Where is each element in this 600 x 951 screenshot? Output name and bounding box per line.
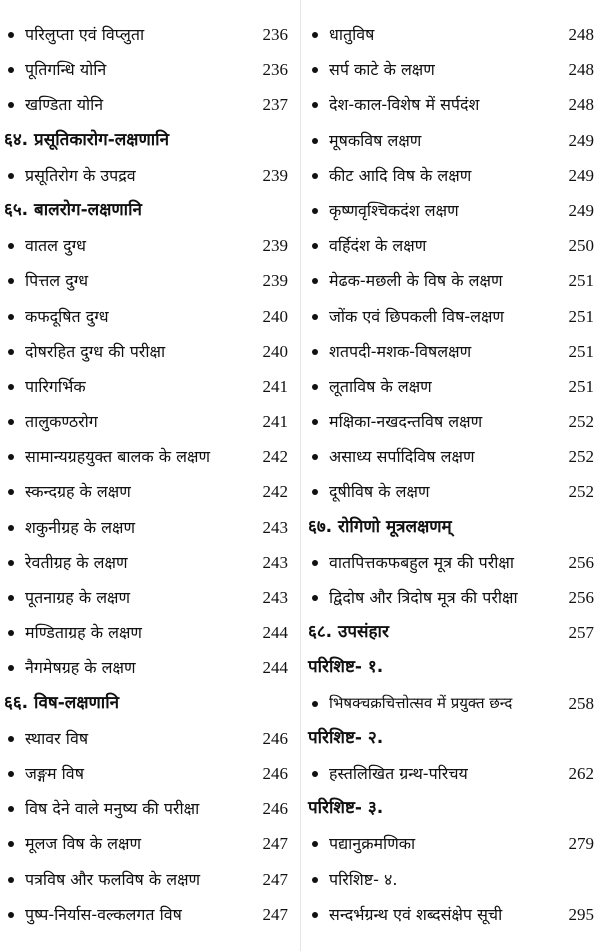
index-entry — [304, 299, 600, 334]
entry-title: पारिगर्भिक — [25, 376, 86, 396]
bullet-icon — [8, 630, 14, 636]
bullet-icon — [8, 102, 14, 108]
index-entry — [304, 897, 600, 932]
bullet-icon — [312, 771, 318, 777]
entry-title: पूतनाग्रह के लक्षण — [25, 588, 131, 607]
bullet-icon — [312, 173, 318, 179]
section-heading — [304, 862, 600, 897]
index-entry — [0, 158, 296, 193]
page-number: 244 — [262, 658, 288, 678]
page-number: 246 — [262, 799, 288, 819]
entry-title: देश-काल-विशेष में सर्पदंश — [329, 95, 480, 115]
entry-title: पित्तल दुग्ध — [25, 271, 89, 291]
entry-title: पद्यानुक्रमणिका — [329, 834, 416, 854]
bullet-icon — [312, 912, 318, 918]
bullet-icon — [8, 278, 14, 284]
index-entry — [304, 228, 600, 263]
bullet-icon — [312, 384, 318, 390]
page-number: 249 — [568, 130, 594, 150]
entry-title: मूलज विष के लक्षण — [25, 834, 142, 854]
page-number: 236 — [262, 25, 288, 44]
entry-title: भिषक्चक्रचित्तोत्सव में प्रयुक्त छन्द — [329, 693, 513, 712]
entry-title: वातपित्तकफबहुल मूत्र की परीक्षा — [329, 552, 515, 572]
page-number: 249 — [568, 200, 594, 220]
index-entry — [0, 369, 296, 404]
entry-title: पूतिगन्धि योनि — [25, 60, 107, 80]
index-entry — [0, 791, 296, 826]
index-entry — [0, 650, 296, 685]
page-number: 250 — [568, 236, 594, 256]
index-entry — [304, 263, 600, 298]
index-entry — [0, 474, 296, 509]
entry-title: खण्डिता योनि — [25, 95, 104, 115]
index-entry — [304, 474, 600, 509]
bullet-icon — [8, 314, 14, 320]
index-entry — [0, 615, 296, 650]
index-entry — [0, 52, 296, 87]
bullet-icon — [312, 419, 318, 425]
page-number: 244 — [262, 623, 288, 643]
page-number: 243 — [262, 517, 288, 537]
entry-title: जोंक एवं छिपकली विष-लक्षण — [329, 306, 504, 326]
index-entry — [0, 721, 296, 756]
index-entry — [0, 299, 296, 334]
bullet-icon — [8, 454, 14, 460]
bullet-icon — [312, 595, 318, 601]
section-heading — [0, 193, 296, 228]
index-entry — [0, 897, 296, 932]
page-number: 242 — [262, 482, 288, 502]
section-heading — [304, 615, 600, 650]
index-entry — [304, 158, 600, 193]
page-number: 241 — [262, 376, 288, 396]
index-entry — [0, 228, 296, 263]
entry-title: कृष्णवृश्चिकदंश लक्षण — [329, 200, 459, 220]
entry-title: लूताविष के लक्षण — [329, 376, 432, 396]
entry-title: कीट आदि विष के लक्षण — [329, 165, 472, 185]
page-number: 252 — [568, 482, 594, 502]
section-heading — [0, 123, 296, 158]
page-number: 252 — [568, 447, 594, 467]
index-entry — [304, 439, 600, 474]
entry-title: मक्षिका-नखदन्तविष लक्षण — [329, 412, 483, 432]
page-number: 240 — [262, 306, 288, 326]
index-entry — [0, 826, 296, 861]
index-entry — [0, 510, 296, 545]
page-number: 237 — [262, 95, 288, 115]
bullet-icon — [312, 102, 318, 108]
index-entry — [0, 17, 296, 52]
page-number: 251 — [568, 271, 594, 291]
bullet-icon — [8, 912, 14, 918]
section-heading — [0, 686, 296, 721]
page-number: 236 — [262, 60, 288, 80]
bullet-icon — [312, 278, 318, 284]
bullet-icon — [312, 701, 318, 707]
page-number: 247 — [262, 904, 288, 924]
entry-title: दोषरहित दुग्ध की परीक्षा — [25, 341, 166, 361]
index-entry — [0, 439, 296, 474]
bullet-icon — [8, 736, 14, 742]
index-entry — [304, 580, 600, 615]
bullet-icon — [8, 525, 14, 531]
entry-title: ६६. विष-लक्षणानि — [4, 692, 120, 713]
entry-title: ६५. बालरोग-लक्षणानि — [4, 199, 142, 220]
entry-title: तालुकण्ठरोग — [25, 412, 98, 432]
page-number: 256 — [568, 552, 594, 572]
page-number: 251 — [568, 306, 594, 326]
page-number: 258 — [568, 693, 594, 713]
bullet-icon — [8, 489, 14, 495]
page-number: 246 — [262, 763, 288, 783]
page-number: 295 — [568, 904, 594, 924]
entry-title: वातल दुग्ध — [25, 236, 86, 256]
index-entry — [304, 756, 600, 791]
page-number: 239 — [262, 165, 288, 185]
entry-title: सर्प काटे के लक्षण — [329, 60, 435, 80]
page-number: 248 — [568, 25, 594, 44]
index-entry — [0, 580, 296, 615]
bullet-icon — [312, 349, 318, 355]
page-number: 248 — [568, 95, 594, 115]
entry-title: सन्दर्भग्रन्थ एवं शब्दसंक्षेप सूची — [329, 904, 503, 924]
entry-title: परिशिष्ट- २. — [308, 727, 384, 748]
entry-title: स्कन्दग्रह के लक्षण — [25, 482, 131, 502]
bullet-icon — [8, 384, 14, 390]
index-entry — [304, 334, 600, 369]
bullet-icon — [8, 877, 14, 883]
index-entry — [304, 123, 600, 158]
bullet-icon — [8, 243, 14, 249]
bullet-icon — [312, 877, 318, 883]
entry-title: जङ्गम विष — [25, 763, 84, 783]
bullet-icon — [8, 560, 14, 566]
page-number: 242 — [262, 447, 288, 467]
page-number: 257 — [568, 623, 594, 643]
bullet-icon — [312, 208, 318, 214]
index-entry — [304, 369, 600, 404]
entry-title: मण्डिताग्रह के लक्षण — [25, 623, 143, 643]
entry-title: विष देने वाले मनुष्य की परीक्षा — [25, 799, 200, 819]
bullet-icon — [8, 806, 14, 812]
entry-title: ६८. उपसंहार — [308, 622, 389, 643]
entry-title: द्विदोष और त्रिदोष मूत्र की परीक्षा — [329, 588, 518, 607]
page-number: 251 — [568, 376, 594, 396]
bullet-icon — [8, 771, 14, 777]
index-entry — [0, 756, 296, 791]
page-number: 247 — [262, 869, 288, 889]
entry-title: कफदूषित दुग्ध — [25, 306, 109, 326]
entry-title: शतपदी-मशक-विषलक्षण — [329, 341, 472, 361]
page-number: 240 — [262, 341, 288, 361]
entry-title: परिशिष्ट- ३. — [308, 798, 384, 819]
section-heading — [304, 510, 600, 545]
index-entry — [304, 545, 600, 580]
bullet-icon — [8, 419, 14, 425]
bullet-icon — [312, 489, 318, 495]
bullet-icon — [8, 173, 14, 179]
entry-title: ६४. प्रसूतिकारोग-लक्षणानि — [4, 129, 170, 150]
page-number: 241 — [262, 412, 288, 432]
bullet-icon — [8, 595, 14, 601]
bullet-icon — [8, 32, 14, 38]
entry-title: पुष्प-निर्यास-वल्कलगत विष — [25, 904, 182, 924]
bullet-icon — [312, 841, 318, 847]
page-number: 251 — [568, 341, 594, 361]
entry-title: सामान्यग्रहयुक्त बालक के लक्षण — [25, 447, 211, 467]
bullet-icon — [8, 841, 14, 847]
entry-title: प्रसूतिरोग के उपद्रव — [25, 165, 136, 185]
right-column — [304, 17, 600, 932]
page-number: 249 — [568, 165, 594, 185]
index-entry — [304, 826, 600, 861]
bullet-icon — [8, 67, 14, 73]
page-number: 262 — [568, 763, 594, 783]
page-number: 243 — [262, 552, 288, 572]
bullet-icon — [8, 349, 14, 355]
index-entry — [304, 404, 600, 439]
bullet-icon — [312, 454, 318, 460]
index-entry — [304, 686, 600, 721]
bullet-icon — [312, 32, 318, 38]
page-number: 252 — [568, 412, 594, 432]
page-number: 246 — [262, 728, 288, 748]
page-number: 248 — [568, 60, 594, 80]
index-entry — [0, 334, 296, 369]
index-entry — [0, 263, 296, 298]
index-entry — [0, 862, 296, 897]
entry-title: वर्हिदंश के लक्षण — [329, 236, 427, 256]
entry-title: ६७. रोगिणो मूत्रलक्षणम् — [308, 516, 452, 537]
entry-title: मेढक-मछली के विष के लक्षण — [329, 271, 503, 291]
bullet-icon — [312, 67, 318, 73]
index-entry — [0, 87, 296, 122]
page-number: 247 — [262, 834, 288, 854]
index-entry — [304, 52, 600, 87]
section-heading — [304, 791, 600, 826]
entry-title: पत्रविष और फलविष के लक्षण — [25, 869, 201, 889]
entry-title: रेवतीग्रह के लक्षण — [25, 552, 128, 572]
bullet-icon — [312, 314, 318, 320]
entry-title: हस्तलिखित ग्रन्थ-परिचय — [329, 763, 468, 783]
index-entry — [0, 545, 296, 580]
index-entry — [304, 17, 600, 52]
section-heading — [304, 650, 600, 685]
entry-title: परिलुप्ता एवं विप्लुता — [25, 25, 145, 44]
entry-title: नैगमेषग्रह के लक्षण — [25, 658, 136, 678]
column-divider — [300, 0, 301, 951]
bullet-icon — [312, 243, 318, 249]
entry-title: परिशिष्ट- १. — [308, 657, 384, 678]
entry-title: शकुनीग्रह के लक्षण — [25, 517, 136, 537]
index-entry — [304, 87, 600, 122]
page-number: 256 — [568, 588, 594, 607]
page-number: 239 — [262, 236, 288, 256]
bullet-icon — [312, 560, 318, 566]
index-entry — [304, 193, 600, 228]
entry-title: असाध्य सर्पादिविष लक्षण — [329, 447, 475, 467]
page-number: 279 — [568, 834, 594, 854]
entry-title: मूषकविष लक्षण — [329, 130, 422, 150]
entry-title: दूषीविष के लक्षण — [329, 482, 430, 502]
entry-title: धातुविष — [329, 25, 375, 44]
page-number: 239 — [262, 271, 288, 291]
entry-title: स्थावर विष — [25, 728, 89, 748]
left-column — [0, 17, 296, 932]
index-entry — [0, 404, 296, 439]
entry-title: परिशिष्ट- ४. — [329, 869, 398, 889]
bullet-icon — [312, 138, 318, 144]
bullet-icon — [8, 665, 14, 671]
section-heading — [304, 721, 600, 756]
page-number: 243 — [262, 588, 288, 607]
